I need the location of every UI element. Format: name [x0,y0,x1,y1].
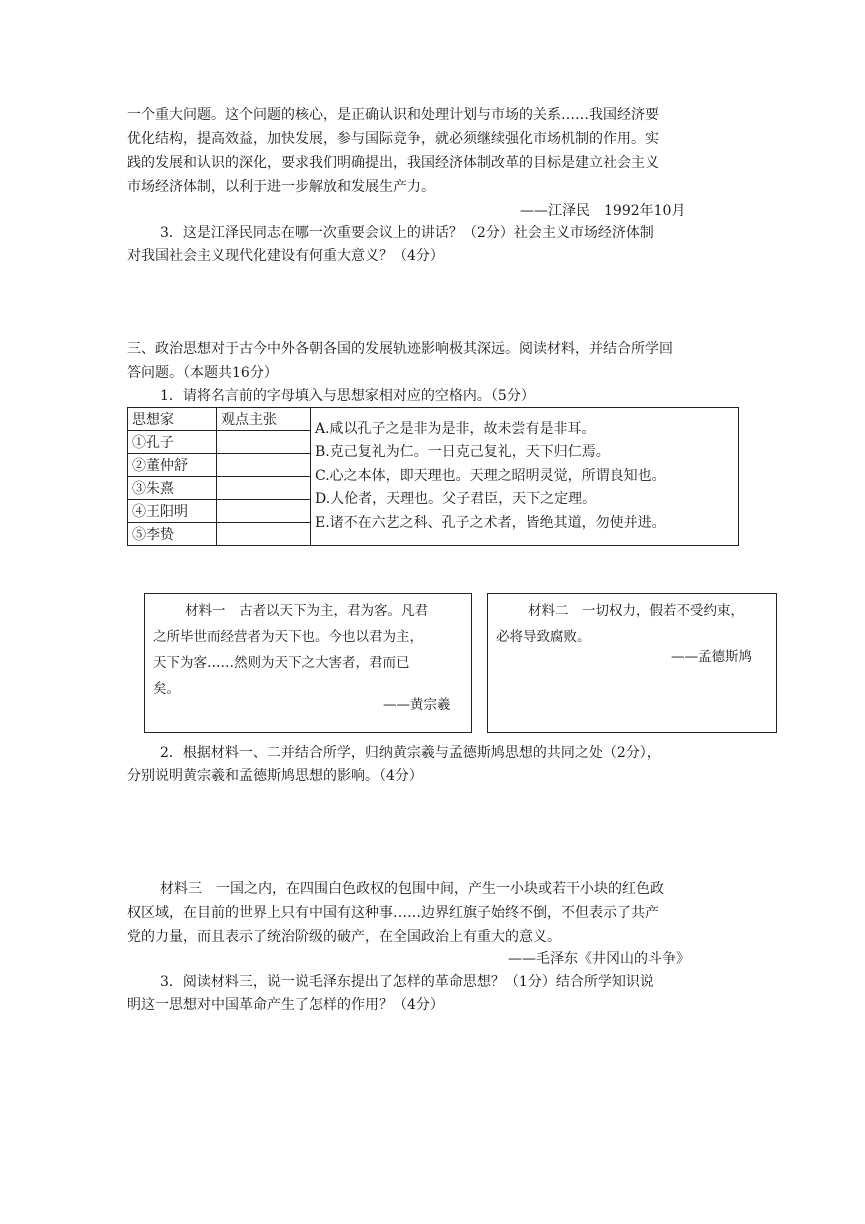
section-3-heading-cont: 答问题。（本题共16分） [127,365,278,381]
material-1-box [144,593,472,733]
thinker-cell: ③朱熹 [128,477,217,500]
question-2-3: 3．这是江泽民同志在哪一次重要会议上的讲话？（2分）社会主义市场经济体制 [160,225,654,241]
option-d: D.人伦者，天理也。父子君臣，天下之定理。 [315,491,597,508]
material-3-line: 党的力量，而且表示了统治阶级的破产，在全国政治上有重大的意义。 [127,929,561,945]
options-cell [311,408,739,546]
header-thinker: 思想家 [128,408,217,431]
option-a: A.咸以孔子之是非为是非，故未尝有是非耳。 [315,420,596,437]
q2-material-source: ——江泽民 1992年10月 [520,203,686,219]
material-1-line: 天下为客……然则为天下之大害者，君而已 [153,655,410,671]
question-2-3-cont: 对我国社会主义现代化建设有何重大意义？（4分） [127,248,444,264]
material-3-source: ——毛泽东《井冈山的斗争》 [508,951,690,967]
q2-material-line: 一个重大问题。这个问题的核心，是正确认识和处理计划与市场的关系……我国经济要 [127,107,659,123]
q2-material-line: 市场经济体制，以利于进一步解放和发展生产力。 [127,179,435,195]
question-3-2-cont: 分别说明黄宗羲和孟德斯鸠思想的影响。（4分） [127,768,423,784]
question-3-1-prompt: 1．请将名言前的字母填入与思想家相对应的空格内。（5分） [160,388,535,404]
thinker-cell: ①孔子 [128,431,217,454]
matching-table [127,407,739,546]
material-1-line: 材料一 古者以天下为主，君为客。凡君 [185,603,428,619]
thinker-cell: ②董仲舒 [128,454,217,477]
material-2-box [487,593,777,733]
answer-blank[interactable] [217,500,311,523]
question-3-3: 3．阅读材料三，说一说毛泽东提出了怎样的革命思想？（1分）结合所学知识说 [160,974,654,990]
material-2-line: 材料二 一切权力，假若不受约束， [528,603,744,619]
q2-material-line: 践的发展和认识的深化，要求我们明确提出，我国经济体制改革的目标是建立社会主义 [127,155,659,171]
answer-blank[interactable] [217,454,311,477]
material-1-line: 矣。 [153,681,180,697]
material-1-line: 之所毕世而经营者为天下也。今也以君为主， [153,629,423,645]
material-3-line: 材料三 一国之内，在四围白色政权的包围中间，产生一小块或若干小块的红色政 [160,881,664,897]
material-3-line: 权区域，在目前的世界上只有中国有这种事……边界红旗子始终不倒，不但表示了共产 [127,905,659,921]
q2-material-line: 优化结构，提高效益，加快发展，参与国际竞争，就必须继续强化市场机制的作用。实 [127,131,659,147]
question-3-2: 2．根据材料一、二并结合所学，归纳黄宗羲与孟德斯鸠思想的共同之处（2分）， [160,745,661,761]
thinker-cell: ⑤李贽 [128,523,217,546]
option-b: B.克己复礼为仁。一日克己复礼，天下归仁焉。 [315,444,610,461]
answer-blank[interactable] [217,477,311,500]
material-2-source: ——孟德斯鸠 [671,649,752,665]
material-2-line: 必将导致腐败。 [496,629,591,645]
question-3-3-cont: 明这一思想对中国革命产生了怎样的作用？（4分） [127,997,444,1013]
section-3-heading: 三、政治思想对于古今中外各朝各国的发展轨迹影响极其深远。阅读材料，并结合所学回 [127,341,673,357]
answer-blank[interactable] [217,431,311,454]
option-c: C.心之本体，即天理也。天理之昭明灵觉，所谓良知也。 [315,467,666,484]
header-view: 观点主张 [217,408,311,431]
answer-blank[interactable] [217,523,311,546]
material-1-source: ——黄宗羲 [383,697,451,713]
option-e: E.诸不在六艺之科、孔子之术者，皆绝其道，勿使并进。 [315,514,666,531]
thinker-cell: ④王阳明 [128,500,217,523]
